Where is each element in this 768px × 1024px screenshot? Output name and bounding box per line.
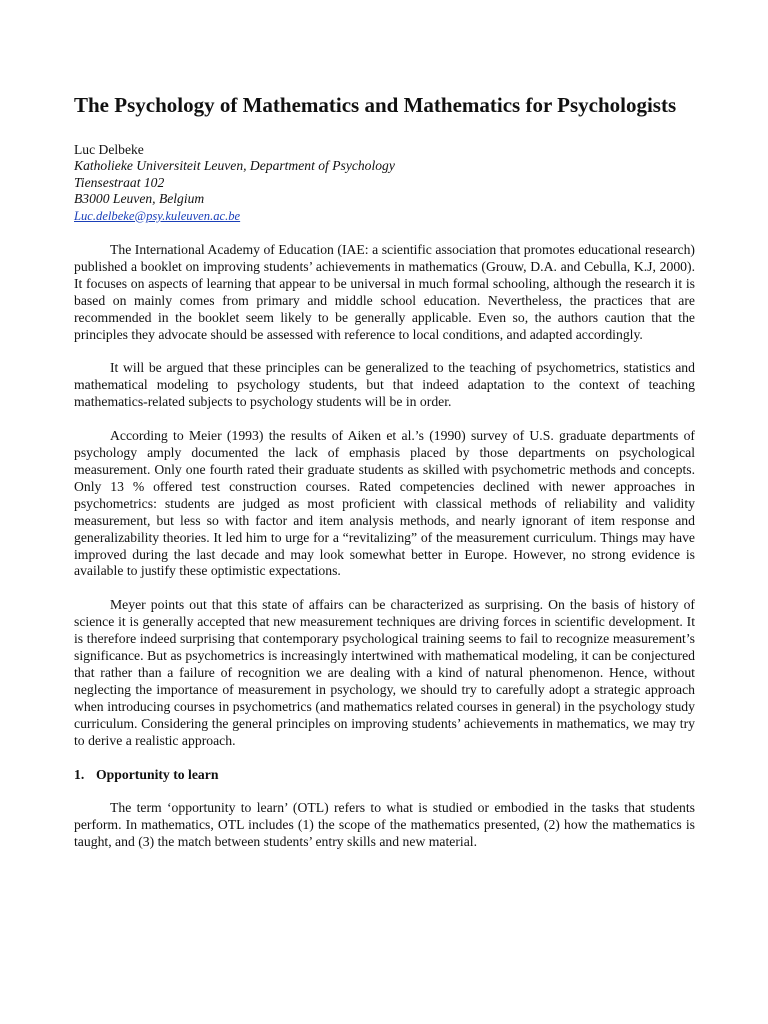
document-page xyxy=(74,92,695,868)
section-number: 1. xyxy=(74,766,85,782)
body-paragraph-3: According to Meier (1993) the results of Aiken et al.’s (1990) survey of U.S. graduate departments of psychology amply documented the lack of emphasis placed by those departments on psychological measurement. Only one fourth rated their graduate students as skilled with psychometric methods and concepts. Only 13 % offered test construction courses. Rated competencies declined with newer approaches in psychometrics: students are judged as most proficient with classical methods of reliability and validity measurement, but less so with factor and item analysis methods, and nearly ignorant of item response and generalizability theories. It led him to urge for a “revitalizing” of the measurement curriculum. Things may have improved during the last decade and may look somewhat better in Europe. However, no strong evidence is available to justify these optimistic expectations. xyxy=(74,428,695,579)
section-heading-1 xyxy=(74,767,695,784)
paper-title: The Psychology of Mathematics and Mathematics for Psychologists xyxy=(74,93,677,117)
author-block xyxy=(74,142,695,224)
body-paragraph-1: The International Academy of Education (IAE: a scientific association that promotes educational research) published a booklet on improving students’ achievements in mathematics (Grouw, D.A. and Cebulla, K.J, 2000). It focuses on aspects of learning that appear to be universal in much formal schooling, although the research it is based on mainly comes from primary and middle school education. Nevertheless, the practices that are recommended in the booklet seem likely to be generally applicable. Even so, the authors caution that the principles they advocate should be assessed with reference to local conditions, and adapted accordingly. xyxy=(74,242,695,342)
author-affiliation: Katholieke Universiteit Leuven, Department of Psychology xyxy=(74,158,395,174)
section-title: Opportunity to learn xyxy=(96,766,219,782)
author-street: Tiensestraat 102 xyxy=(74,174,165,190)
author-name: Luc Delbeke xyxy=(74,142,144,157)
author-city: B3000 Leuven, Belgium xyxy=(74,191,205,207)
body-paragraph-4: Meyer points out that this state of affairs can be characterized as surprising. On the basis of history of science it is generally accepted that new measurement techniques are driving forces in scientific development. It is therefore indeed surprising that contemporary psychological training seems to fail to recognize measurement’s significance. But as psychometrics is increasingly intertwined with mathematical modeling, it can be conjectured that rather than a failure of recognition we are dealing with a kind of natural phenomenon. Hence, without neglecting the importance of measurement in psychology, we should try to carefully adopt a strategic approach when introducing courses in psychometrics (and mathematics related courses in general) in the psychology study curriculum. Considering the general principles on improving students’ achievements in mathematics, we may try to derive a realistic approach. xyxy=(74,597,695,748)
section1-paragraph-1: The term ‘opportunity to learn’ (OTL) refers to what is studied or embodied in the tasks that students perform. In mathematics, OTL includes (1) the scope of the mathematics presented, (2) how the mathematics is taught, and (3) the match between students’ entry skills and new material. xyxy=(74,800,695,850)
body-paragraph-2: It will be argued that these principles can be generalized to the teaching of psychometrics, statistics and mathematical modeling to psychology students, but that indeed adaptation to the context of teaching mathematics-related subjects to psychology students will be in order. xyxy=(74,360,695,410)
author-email-link[interactable]: Luc.delbeke@psy.kuleuven.ac.be xyxy=(74,208,241,223)
